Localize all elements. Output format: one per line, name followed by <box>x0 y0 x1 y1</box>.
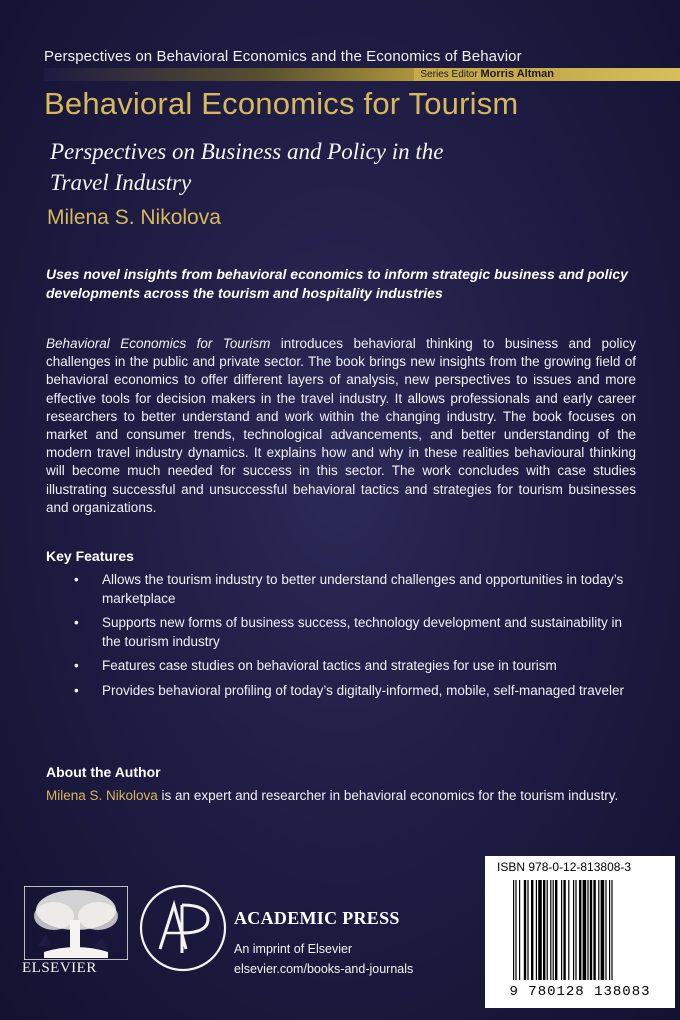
barcode-bar <box>538 880 542 980</box>
key-feature-item <box>46 571 636 608</box>
barcode-bar <box>553 880 554 980</box>
barcode-bar <box>568 880 569 980</box>
barcode-bar <box>605 880 606 980</box>
barcode-bar <box>547 880 548 980</box>
book-title: Behavioral Economics for Tourism <box>44 86 519 121</box>
barcode-bar <box>573 880 574 980</box>
barcode-icon <box>511 880 651 984</box>
about-author-name: Milena S. Nikolova <box>46 788 158 803</box>
barcode-bar <box>531 880 533 980</box>
publisher-url: elsevier.com/books-and-journals <box>234 962 414 976</box>
barcode-box <box>485 856 675 1008</box>
barcode-bar <box>609 880 610 980</box>
bullet-icon: • <box>74 658 79 673</box>
description <box>46 335 636 517</box>
key-feature-item <box>46 614 636 651</box>
academic-press-logo-icon <box>138 883 228 973</box>
barcode-bar <box>601 880 605 980</box>
barcode-bar <box>579 880 581 980</box>
barcode-bar <box>550 880 551 980</box>
elsevier-tree-icon <box>24 886 128 960</box>
barcode-bar <box>575 880 576 980</box>
about-author-text <box>46 787 646 805</box>
about-author-title: About the Author <box>46 764 161 780</box>
book-subtitle <box>50 136 610 198</box>
series-editor-tag <box>414 68 560 81</box>
barcode-bar <box>598 880 599 980</box>
barcode-bar <box>555 880 557 980</box>
barcode-bar <box>519 880 520 980</box>
key-features-title: Key Features <box>46 548 134 564</box>
tagline: Uses novel insights from behavioral economics to inform strategic business and policy developments across the tourism and hospitality industries <box>46 266 628 301</box>
barcode-bar <box>593 880 595 980</box>
subtitle-line-1: Perspectives on Business and Policy in the <box>50 139 444 164</box>
book-author: Milena S. Nikolova <box>47 206 221 229</box>
barcode-bar <box>587 880 588 980</box>
barcode-bar <box>543 880 545 980</box>
barcode-bar <box>524 880 526 980</box>
key-feature-item <box>46 657 636 676</box>
about-author-body: is an expert and researcher in behavioral economics for the tourism industry. <box>157 788 619 803</box>
series-editor-name: Morris Altman <box>480 68 554 80</box>
barcode-bar <box>611 880 612 980</box>
key-feature-item <box>46 682 636 701</box>
barcode-bar <box>536 880 537 980</box>
key-feature-text: Supports new forms of business success, technology development and sustainability in the tourism industry <box>102 615 623 649</box>
bullet-icon: • <box>74 615 79 630</box>
barcode-bar <box>563 880 565 980</box>
barcode-bar <box>590 880 592 980</box>
key-feature-text: Allows the tourism industry to better understand challenges and opportunities in today’s marketplace <box>102 572 624 606</box>
barcode-bar <box>527 880 528 980</box>
subtitle-line-2: Travel Industry <box>50 170 192 195</box>
description-lead: Behavioral Economics for Tourism <box>46 336 271 351</box>
series-editor-label: Series Editor <box>420 69 478 80</box>
key-feature-text: Provides behavioral profiling of today’s digitally-informed, mobile, self-managed traveler <box>102 682 625 698</box>
barcode-bar <box>561 880 562 980</box>
bullet-icon: • <box>74 682 79 698</box>
barcode-digits: 9 780128 138083 <box>509 984 651 1000</box>
publisher-imprint: An imprint of Elsevier <box>234 942 353 956</box>
key-features-list <box>46 571 636 706</box>
bullet-icon: • <box>74 572 79 587</box>
barcode-bar <box>515 880 516 980</box>
series-title: Perspectives on Behavioral Economics and the Economics of Behavior <box>44 48 522 65</box>
academic-press-name: ACADEMIC PRESS <box>234 908 400 928</box>
key-feature-text: Features case studies on behavioral tactics and strategies for use in tourism <box>102 658 557 673</box>
series-editor-bar <box>44 68 680 81</box>
barcode-bar <box>513 880 514 980</box>
isbn-text: ISBN 978-0-12-813808-3 <box>497 860 632 874</box>
description-body: introduces behavioral thinking to business and policy challenges in the public and private sector. The book brings new insights from the growing field of behavioral economics to offer different layers of analysis, new perspectives to issues and more effective tools for decision makers in the travel industry. It allows professionals and early career researchers to better understand and work within the changing industry. The book focuses on market and consumer trends, technological advancements, and better understanding of the modern travel industry dynamics. It explains how and why in these realities behavioural thinking will become much needed for success in this sector. The work concludes with case studies illustrating successful and unsuccessful behavioral tactics and strategies for tourism businesses and organizations. <box>46 336 636 515</box>
elsevier-name: ELSEVIER <box>22 960 97 976</box>
barcode-bar <box>583 880 587 980</box>
